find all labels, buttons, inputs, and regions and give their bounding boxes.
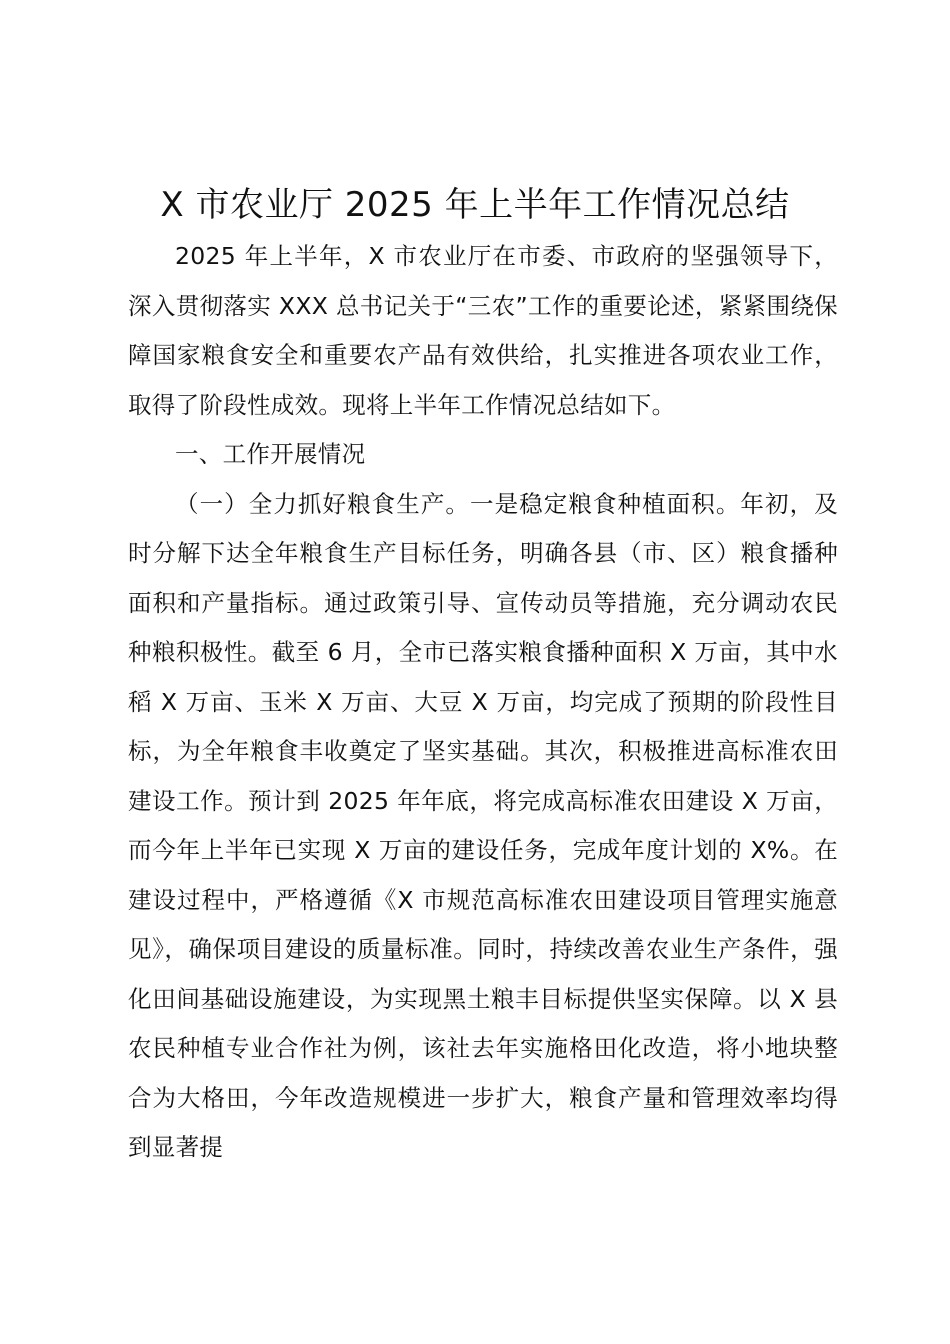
document-body [128,232,838,1173]
grain-production-paragraph: （一）全力抓好粮食生产。一是稳定粮食种植面积。年初，及时分解下达全年粮食生产目标任务，明确各县（市、区）粮食播种面积和产量指标。通过政策引导、宣传动员等措施，充分调动农民种粮积极性。截至 6 月，全市已落实粮食播种面积 X 万亩，其中水稻 X 万亩、玉米 X 万亩、大豆 X 万亩，均完成了预期的阶段性目标，为全年粮食丰收奠定了坚实基础。其次，积极推进高标准农田建设工作。预计到 2025 年年底，将完成高标准农田建设 X 万亩，而今年上半年已实现 X 万亩的建设任务，完成年度计划的 X%。在建设过程中，严格遵循《X 市规范高标准农田建设项目管理实施意见》，确保项目建设的质量标准。同时，持续改善农业生产条件，强化田间基础设施建设，为实现黑土粮丰目标提供坚实保障。以 X 县农民种植专业合作社为例，该社去年实施格田化改造，将小地块整合为大格田，今年改造规模进一步扩大，粮食产量和管理效率均得到显著提 [128,489,838,1161]
section-heading: 一、工作开展情况 [175,440,366,468]
intro-paragraph: 2025 年上半年，X 市农业厅在市委、市政府的坚强领导下，深入贯彻落实 XXX 总书记关于“三农”工作的重要论述，紧紧围绕保障国家粮食安全和重要农产品有效供给，扎实推进各项农业工作，取得了阶段性成效。现将上半年工作情况总结如下。 [128,242,838,419]
document-title: X 市农业厅 2025 年上半年工作情况总结 [160,185,790,225]
